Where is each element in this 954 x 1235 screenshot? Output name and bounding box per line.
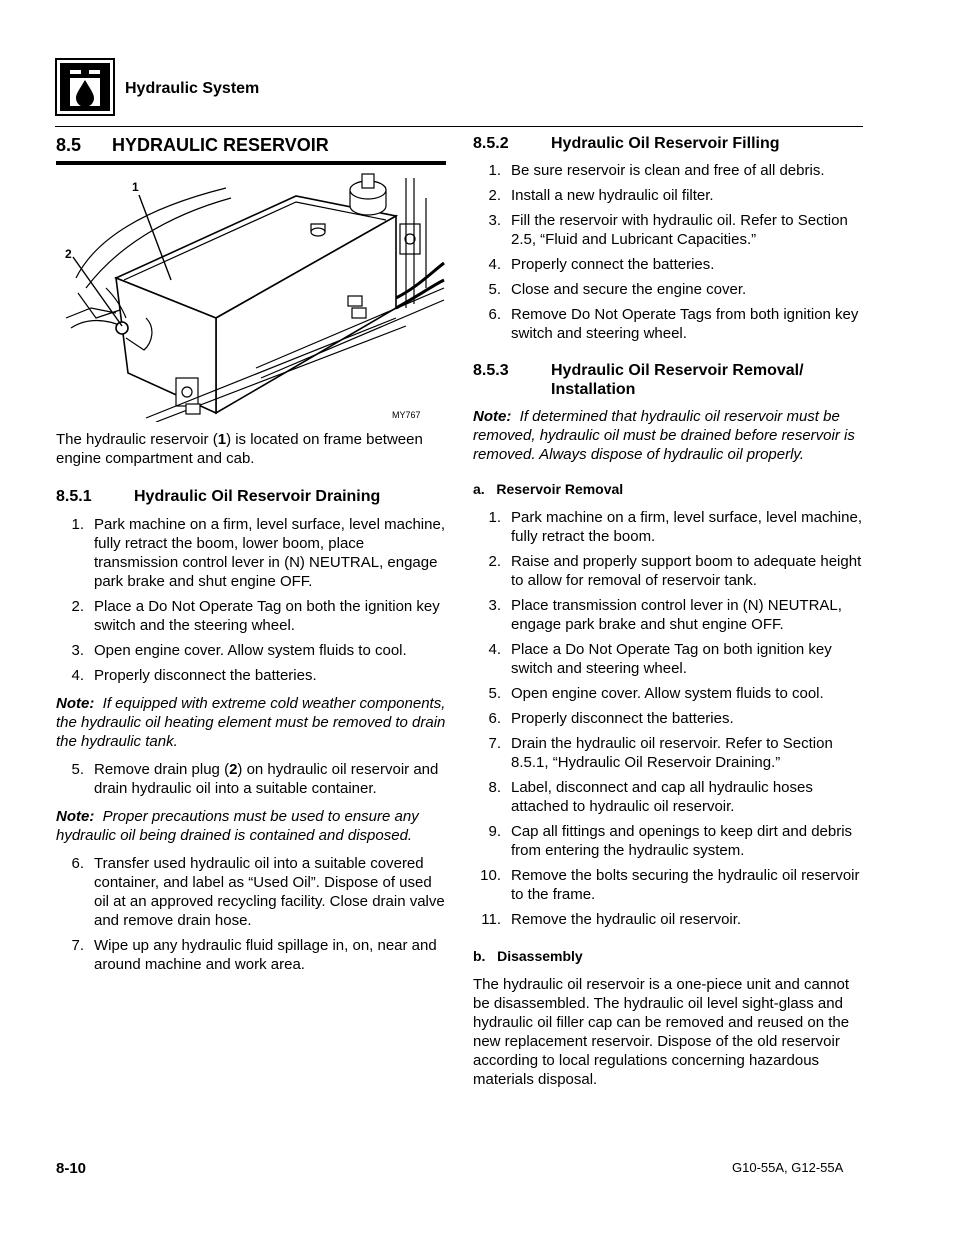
list-item — [473, 684, 865, 703]
note-text: If determined that hydraulic oil reservoir must be removed, hydraulic oil must be drained before reservoir is removed. Always dispose of hydraulic oil properly. — [473, 408, 855, 463]
list-item — [473, 822, 865, 860]
list-item — [473, 255, 865, 274]
list-item — [473, 508, 865, 546]
step-number: 4. — [71, 667, 84, 684]
list-item — [473, 778, 865, 816]
step-number: 5. — [488, 685, 501, 702]
step-number: 3. — [488, 212, 501, 229]
note-label: Note: — [473, 408, 512, 425]
step-text: Label, disconnect and cap all hydraulic hoses attached to hydraulic oil reservoir. — [511, 779, 813, 815]
step-number: 10. — [480, 867, 501, 884]
right-column — [473, 134, 865, 1089]
step-text: Be sure reservoir is clean and free of all debris. — [511, 162, 825, 179]
step-text: Place a Do Not Operate Tag on both the ignition key switch and the steering wheel. — [94, 598, 440, 634]
step-number: 6. — [488, 306, 501, 323]
list-item — [56, 641, 446, 660]
subsection-title: Hydraulic Oil Reservoir Filling — [551, 135, 780, 152]
list-item — [473, 280, 865, 299]
step-text: Park machine on a firm, level surface, level machine, fully retract the boom, lower boom, place transmission control lever in (N) NEUTRAL, engage park brake and shut engine OFF. — [94, 516, 445, 590]
subsection-number: 8.5.3 — [473, 362, 509, 379]
step-text: Park machine on a firm, level surface, level machine, fully retract the boom. — [511, 509, 862, 545]
step-number: 8. — [488, 779, 501, 796]
list-item — [473, 161, 865, 180]
figure-code: MY767 — [392, 410, 421, 420]
subsection-title: Hydraulic Oil Reservoir Draining — [134, 488, 381, 505]
step-number: 6. — [71, 855, 84, 872]
step-text: Open engine cover. Allow system fluids to cool. — [94, 642, 407, 659]
intro-text-end: ) is located on frame between engine compartment and cab. — [56, 431, 423, 467]
note-label: Note: — [56, 808, 95, 825]
reservoir-illustration — [56, 168, 446, 422]
step-text: Open engine cover. Allow system fluids to cool. — [511, 685, 824, 702]
draining-steps-continued — [56, 854, 446, 974]
step-number: 5. — [71, 761, 84, 778]
step-text: Install a new hydraulic oil filter. — [511, 187, 714, 204]
list-item — [56, 597, 446, 635]
header-divider — [55, 126, 863, 127]
step-text: Remove the hydraulic oil reservoir. — [511, 911, 742, 928]
step-number: 1. — [488, 162, 501, 179]
step-number: 1. — [488, 509, 501, 526]
section-title: HYDRAULIC RESERVOIR — [112, 135, 329, 155]
removal-steps — [473, 508, 865, 929]
step-number: 7. — [71, 937, 84, 954]
step-number: 1. — [71, 516, 84, 533]
step-number: 9. — [488, 823, 501, 840]
list-item — [473, 596, 865, 634]
step-text: Place a Do Not Operate Tag on both ignition key switch and steering wheel. — [511, 641, 832, 677]
step-number: 11. — [481, 911, 501, 928]
step-text: Remove Do Not Operate Tags from both ignition key switch and steering wheel. — [511, 306, 859, 342]
subsection-heading-removal — [473, 361, 865, 399]
step-text: Cap all fittings and openings to keep dirt and debris from entering the hydraulic system. — [511, 823, 853, 859]
step-text-start: Remove drain plug ( — [94, 761, 230, 778]
filling-steps — [473, 161, 865, 343]
left-column — [56, 134, 446, 980]
step-text-end: ) on hydraulic oil reservoir and drain hydraulic oil into a suitable container. — [94, 761, 439, 797]
subsection-heading-filling — [473, 134, 865, 153]
step-text: Fill the reservoir with hydraulic oil. Refer to Section 2.5, “Fluid and Lubricant Capacities.” — [511, 212, 848, 248]
list-item — [56, 760, 446, 798]
subsection-title — [551, 361, 804, 399]
callout-2-label: 2 — [65, 247, 72, 261]
disassembly-heading: b. Disassembly — [473, 948, 583, 964]
draining-step-5 — [56, 760, 446, 798]
step-number: 7. — [488, 735, 501, 752]
intro-paragraph — [56, 430, 446, 468]
step-number: 2. — [488, 553, 501, 570]
list-item — [473, 866, 865, 904]
note-text: If equipped with extreme cold weather components, the hydraulic oil heating element must be removed to drain the hydraulic tank. — [56, 695, 446, 750]
reservoir-removal-heading: a. Reservoir Removal — [473, 481, 624, 497]
list-item — [473, 910, 865, 929]
intro-callout-ref: 1 — [217, 431, 227, 448]
step-text: Transfer used hydraulic oil into a suitable covered container, and label as “Used Oil”. Dispose of used oil at an approved recycling facility. Close drain valve and remove drain hose. — [94, 855, 445, 929]
step-text: Properly connect the batteries. — [511, 256, 715, 273]
note-cold-weather — [56, 694, 446, 751]
note-text: Proper precautions must be used to ensure any hydraulic oil being drained is contained and disposed. — [56, 808, 419, 844]
step-number: 6. — [488, 710, 501, 727]
step-number: 2. — [71, 598, 84, 615]
list-item — [56, 854, 446, 930]
subsection-heading-draining — [56, 487, 446, 506]
draining-steps — [56, 515, 446, 685]
step-callout-ref: 2 — [229, 761, 238, 778]
step-number: 3. — [488, 597, 501, 614]
step-text: Properly disconnect the batteries. — [511, 710, 734, 727]
list-item — [56, 515, 446, 591]
step-text — [94, 760, 446, 798]
list-item — [56, 936, 446, 974]
subsection-title-line-1: Hydraulic Oil Reservoir Removal/ — [551, 362, 804, 379]
step-number: 3. — [71, 642, 84, 659]
model-numbers: G10-55A, G12-55A — [732, 1160, 844, 1175]
list-item — [473, 734, 865, 772]
list-item — [473, 211, 865, 249]
step-text: Remove the bolts securing the hydraulic oil reservoir to the frame. — [511, 867, 860, 903]
disassembly-paragraph: The hydraulic oil reservoir is a one-piece unit and cannot be disassembled. The hydraulic oil level sight-glass and hydraulic oil filler cap can be removed and reused on the new replacement reservoir. Dispose of the old reservoir according to local regulations concerning hazardous materials disposal. — [473, 976, 850, 1088]
list-item — [473, 186, 865, 205]
step-number: 2. — [488, 187, 501, 204]
list-item — [56, 666, 446, 685]
hydraulic-oil-drop-icon — [55, 58, 115, 116]
step-text: Properly disconnect the batteries. — [94, 667, 317, 684]
section-heading — [56, 134, 446, 165]
note-drain-before-removal — [473, 407, 865, 464]
callout-1-label: 1 — [132, 180, 139, 194]
step-number: 5. — [488, 281, 501, 298]
list-item — [473, 552, 865, 590]
step-text: Wipe up any hydraulic fluid spillage in, on, near and around machine and work area. — [94, 937, 437, 973]
subsection-number: 8.5.2 — [473, 135, 509, 152]
list-item — [473, 709, 865, 728]
section-header-title: Hydraulic System — [125, 80, 260, 97]
step-text: Drain the hydraulic oil reservoir. Refer to Section 8.5.1, “Hydraulic Oil Reservoir Draining.” — [511, 735, 833, 771]
subsection-title-line-2: Installation — [551, 381, 636, 398]
step-text: Close and secure the engine cover. — [511, 281, 747, 298]
note-label: Note: — [56, 695, 95, 712]
intro-text-start: The hydraulic reservoir ( — [56, 431, 218, 448]
section-number: 8.5 — [56, 135, 82, 155]
note-precautions — [56, 807, 446, 845]
step-text: Raise and properly support boom to adequate height to allow for removal of reservoir tank. — [511, 553, 862, 589]
subsection-number: 8.5.1 — [56, 488, 92, 505]
list-item — [473, 640, 865, 678]
page-number: 8-10 — [56, 1160, 87, 1177]
step-number: 4. — [488, 256, 501, 273]
list-item — [473, 305, 865, 343]
step-text: Place transmission control lever in (N) NEUTRAL, engage park brake and shut engine OFF. — [511, 597, 842, 633]
step-number: 4. — [488, 641, 501, 658]
